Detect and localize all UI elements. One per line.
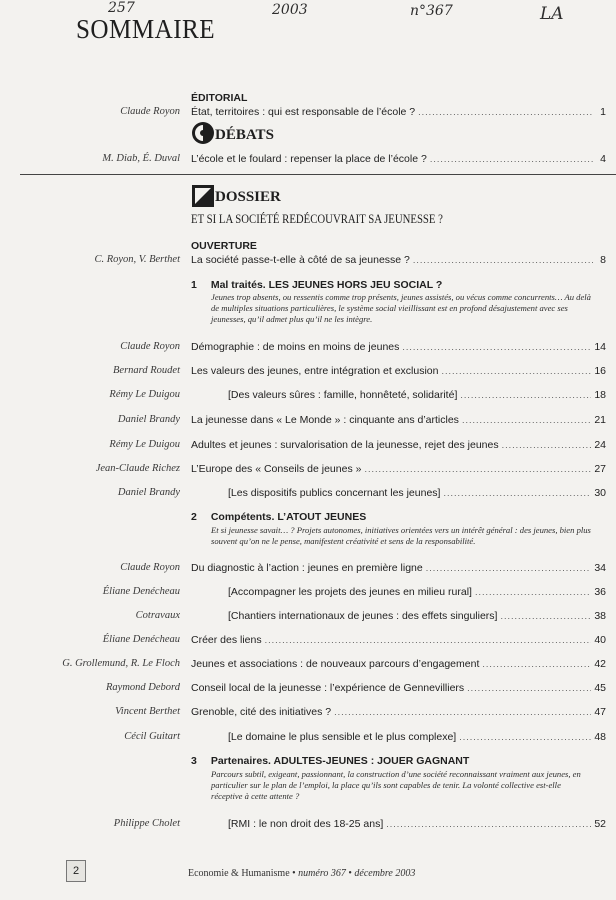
editorial-author: Claude Royon	[120, 106, 180, 117]
toc-entry[interactable]	[191, 463, 606, 475]
dossier-subtitle: ET SI LA SOCIÉTÉ REDÉCOUVRAIT SA JEUNESSE ?	[191, 212, 443, 226]
toc-entry[interactable]	[191, 818, 606, 830]
leader-dots	[475, 587, 591, 597]
editorial-entry[interactable]	[191, 106, 606, 118]
section-1-description: Jeunes trop absents, ou ressentis comme trop présents, jeunes assistés, ou vécus comme concurrents… Au delà de multiples situations particulières, le système social vieillissant est en profond désajustement avec ses jeunesses, qu’il admet plus qu’il ne les intègre.	[211, 292, 591, 324]
leader-dots	[402, 342, 591, 352]
entry-title: [Le domaine le plus sensible et le plus complexe]	[228, 731, 457, 743]
entry-page: 42	[594, 658, 606, 670]
entry-page: 4	[600, 153, 606, 165]
entry-author: Vincent Berthet	[115, 706, 180, 717]
entry-author: Éliane Denécheau	[102, 634, 180, 645]
debats-icon	[191, 121, 215, 150]
leader-dots	[413, 255, 593, 265]
bullet: •	[292, 868, 299, 879]
entry-title: Démographie : de moins en moins de jeunes	[191, 341, 400, 353]
entry-page: 30	[594, 487, 606, 499]
bullet: •	[348, 868, 355, 879]
divider	[20, 174, 616, 175]
entry-page: 52	[594, 818, 606, 830]
entry-title: Créer des liens	[191, 634, 262, 646]
entry-page: 40	[594, 634, 606, 646]
entry-author: Cécil Guitart	[124, 731, 180, 742]
entry-author: Bernard Roudet	[113, 365, 180, 376]
leader-dots	[426, 563, 592, 573]
entry-page: 48	[594, 731, 606, 743]
entry-page: 38	[594, 610, 606, 622]
toc-entry[interactable]	[191, 389, 606, 401]
entry-author: Claude Royon	[120, 562, 180, 573]
section-title: Mal traités. LES JEUNES HORS JEU SOCIAL ?	[210, 279, 443, 291]
leader-dots	[459, 732, 591, 742]
entry-title: [Des valeurs sûres : famille, honnêteté, solidarité]	[228, 389, 458, 401]
debats-heading: DÉBATS	[215, 127, 274, 143]
leader-dots	[265, 635, 592, 645]
entry-title: [RMI : le non droit des 18-25 ans]	[228, 818, 384, 830]
entry-page: 21	[594, 414, 606, 426]
entry-author: Claude Royon	[120, 341, 180, 352]
toc-entry[interactable]	[191, 682, 606, 694]
entry-title: Les valeurs des jeunes, entre intégration et exclusion	[191, 365, 439, 377]
page-number: 2	[66, 860, 86, 882]
entry-author: Cotravaux	[135, 610, 180, 621]
entry-title: Du diagnostic à l’action : jeunes en première ligne	[191, 562, 423, 574]
section-2-heading	[191, 511, 366, 523]
section-number: 2	[191, 511, 197, 523]
debats-entry[interactable]	[191, 153, 606, 165]
entry-page: 36	[594, 586, 606, 598]
entry-title: L’école et le foulard : repenser la place de l’école ?	[191, 153, 427, 165]
entry-page: 1	[600, 106, 606, 118]
entry-author: Éliane Denécheau	[102, 586, 180, 597]
footer-citation	[188, 868, 415, 879]
leader-dots	[430, 154, 593, 164]
entry-author: Daniel Brandy	[117, 487, 180, 498]
entry-title: [Les dispositifs publics concernant les jeunes]	[228, 487, 441, 499]
entry-author: Daniel Brandy	[117, 414, 180, 425]
page-title: SOMMAIRE	[76, 14, 216, 44]
toc-entry[interactable]	[191, 487, 606, 499]
leader-dots	[482, 659, 591, 669]
entry-page: 27	[594, 463, 606, 475]
section-1-heading	[191, 279, 442, 291]
entry-title: [Chantiers internationaux de jeunes : des effets singuliers]	[228, 610, 498, 622]
handwritten-annotation: n°367	[410, 3, 453, 19]
section-number: 1	[191, 279, 197, 291]
issue-date: décembre 2003	[354, 868, 416, 879]
entry-page: 8	[600, 254, 606, 266]
entry-author: Rémy Le Duigou	[109, 439, 180, 450]
leader-dots	[462, 415, 591, 425]
leader-dots	[460, 390, 591, 400]
toc-entry[interactable]	[191, 634, 606, 646]
leader-dots	[418, 107, 593, 117]
section-title: Partenaires. ADULTES-JEUNES : JOUER GAGNANT	[210, 755, 470, 767]
entry-author: Philippe Cholet	[113, 818, 180, 829]
toc-entry[interactable]	[191, 562, 606, 574]
entry-title: Conseil local de la jeunesse : l’expérience de Gennevilliers	[191, 682, 465, 694]
toc-entry[interactable]	[191, 365, 606, 377]
entry-author: Raymond Debord	[106, 682, 180, 693]
toc-entry[interactable]	[191, 731, 606, 743]
toc-entry[interactable]	[191, 706, 606, 718]
entry-title: [Accompagner les projets des jeunes en milieu rural]	[228, 586, 472, 598]
leader-dots	[467, 683, 591, 693]
leader-dots	[364, 464, 591, 474]
toc-entry[interactable]	[191, 439, 606, 451]
entry-author: G. Grollemund, R. Le Floch	[62, 658, 180, 669]
section-number: 3	[191, 755, 197, 767]
entry-title: La société passe-t-elle à côté de sa jeunesse ?	[191, 254, 410, 266]
entry-title: Jeunes et associations : de nouveaux parcours d’engagement	[191, 658, 480, 670]
editorial-label: ÉDITORIAL	[191, 92, 248, 104]
entry-page: 45	[594, 682, 606, 694]
dossier-heading: DOSSIER	[215, 189, 281, 205]
leader-dots	[334, 707, 591, 717]
entry-page: 24	[594, 439, 606, 451]
handwritten-annotation: LA	[540, 4, 564, 24]
section-2-description: Et si jeunesse savait… ? Projets autonomes, initiatives orientées vers un intérêt général : des jeunes, bien plus souvent qu’on ne le pense, manifestent créativité et sens de la responsabilité.	[211, 525, 591, 546]
entry-page: 14	[594, 341, 606, 353]
handwritten-annotation: 2003	[272, 2, 308, 18]
entry-title: Grenoble, cité des initiatives ?	[191, 706, 332, 718]
entry-title: L’Europe des « Conseils de jeunes »	[191, 463, 362, 475]
section-3-heading	[191, 755, 469, 767]
leader-dots	[443, 488, 591, 498]
entry-page: 34	[594, 562, 606, 574]
toc-entry[interactable]	[191, 586, 606, 598]
entry-title: La jeunesse dans « Le Monde » : cinquante ans d’articles	[191, 414, 459, 426]
leader-dots	[502, 440, 592, 450]
toc-entry[interactable]	[191, 341, 606, 353]
journal-name: Economie & Humanisme	[188, 868, 290, 879]
handwritten-annotation: 257	[108, 0, 135, 16]
leader-dots	[500, 611, 591, 621]
debats-author: M. Diab, É. Duval	[102, 153, 180, 164]
section-title: Compétents. L’ATOUT JEUNES	[210, 511, 367, 523]
toc-entry[interactable]	[191, 658, 606, 670]
entry-author: Jean-Claude Richez	[95, 463, 180, 474]
entry-page: 47	[594, 706, 606, 718]
leader-dots	[441, 366, 591, 376]
ouverture-label: OUVERTURE	[191, 240, 257, 252]
entry-title: État, territoires : qui est responsable de l’école ?	[191, 106, 416, 118]
ouverture-entry[interactable]	[191, 254, 606, 266]
entry-page: 16	[594, 365, 606, 377]
dossier-icon	[191, 184, 215, 213]
section-3-description: Parcours subtil, exigeant, passionnant, la construction d’une société reconnaissant vraiment aux jeunes, en particulier sur le plan de l’emploi, la place qu’ils sont capables de tenir. La volonté collective est-elle réceptive à cette attente ?	[211, 769, 581, 801]
toc-entry[interactable]	[191, 610, 606, 622]
issue-number: numéro 367	[298, 868, 346, 879]
leader-dots	[386, 819, 591, 829]
entry-author: Rémy Le Duigou	[109, 389, 180, 400]
entry-title: Adultes et jeunes : survalorisation de la jeunesse, rejet des jeunes	[191, 439, 499, 451]
ouverture-author: C. Royon, V. Berthet	[94, 254, 180, 265]
entry-page: 18	[594, 389, 606, 401]
toc-entry[interactable]	[191, 414, 606, 426]
